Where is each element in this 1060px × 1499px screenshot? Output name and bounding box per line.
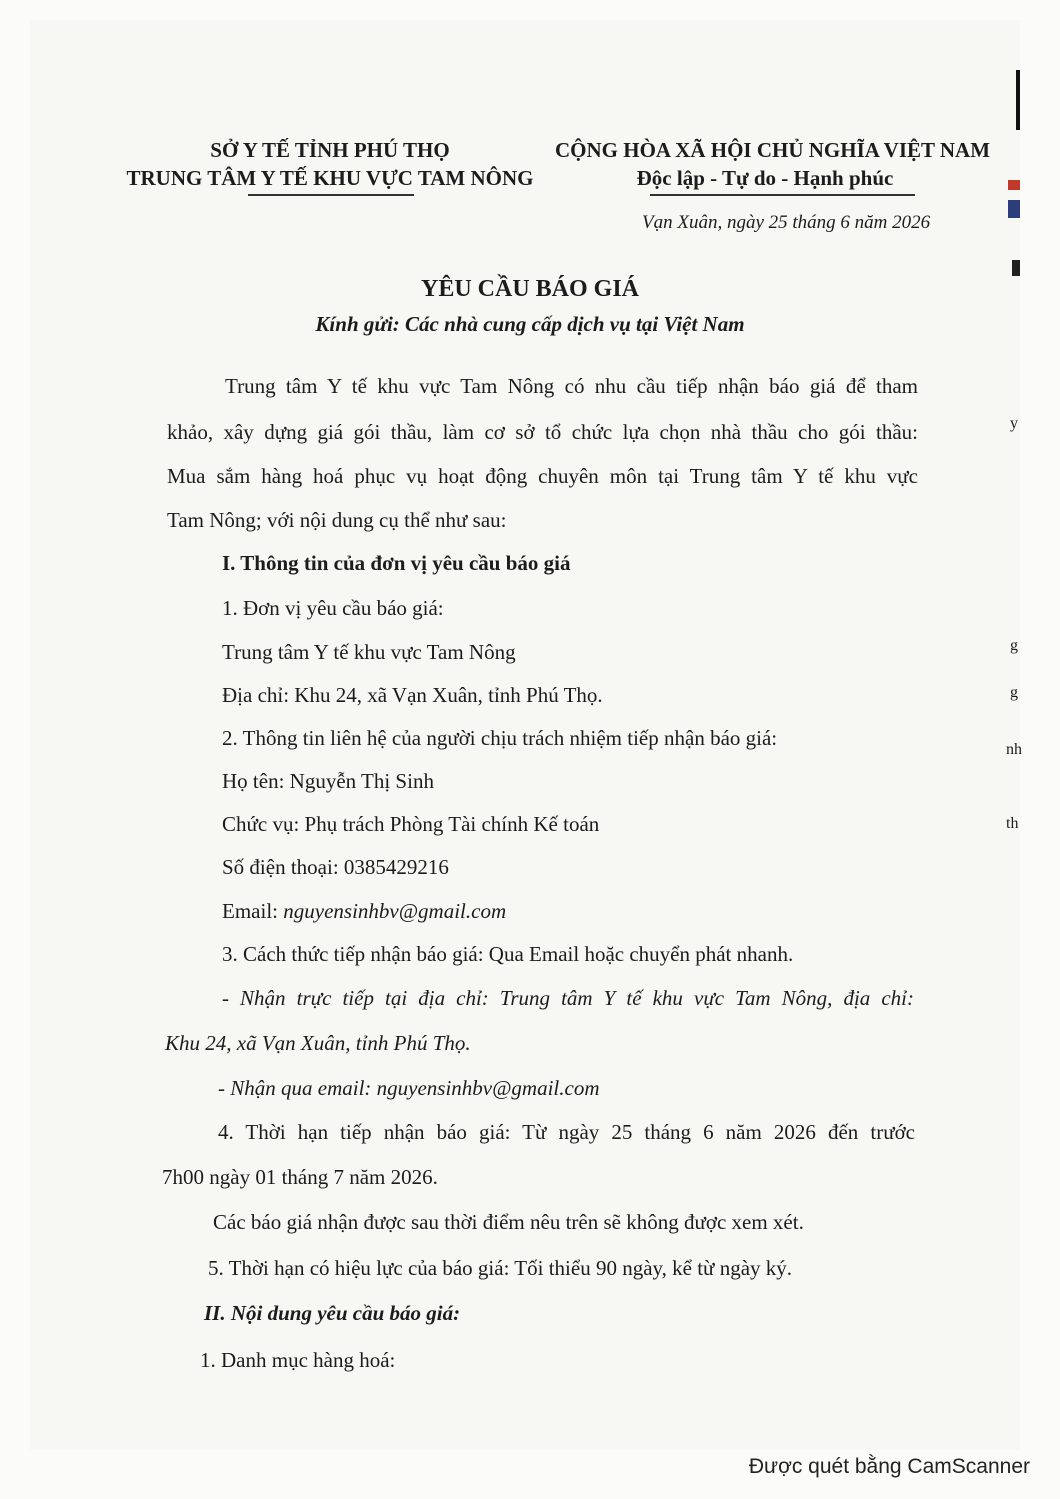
edge-mark [1012,260,1020,276]
edge-mark [1008,180,1020,190]
edge-mark [1016,70,1020,130]
camscanner-watermark: Được quét bằng CamScanner [748,1455,1030,1478]
edge-mark [1008,200,1020,218]
document-title: YÊU CẦU BÁO GIÁ [420,276,639,302]
edge-fragment: nh [1006,741,1022,758]
contact-position: Chức vụ: Phụ trách Phòng Tài chính Kế toán [222,812,600,836]
edge-fragment: g [1010,684,1018,701]
issuer-underline [248,194,414,196]
item-2-label: 2. Thông tin liên hệ của người chịu trách nhiệm tiếp nhận báo giá: [222,726,778,750]
item-3: 3. Cách thức tiếp nhận báo giá: Qua Email hoặc chuyển phát nhanh. [222,942,794,966]
unit-name: Trung tâm Y tế khu vực Tam Nông [222,640,516,664]
issuer-center: TRUNG TÂM Y TẾ KHU VỰC TAM NÔNG [126,166,534,190]
item-5: 5. Thời hạn có hiệu lực của báo giá: Tối thiểu 90 ngày, kể từ ngày ký. [208,1256,793,1280]
motto-underline [650,194,915,196]
direct-delivery-line: - Nhận trực tiếp tại địa chỉ: Trung tâm Y tế khu vực Tam Nông, địa chỉ: [222,986,914,1010]
addressee: Kính gửi: Các nhà cung cấp dịch vụ tại Việt Nam [315,312,745,336]
contact-phone: Số điện thoại: 0385429216 [222,855,449,879]
email-value: nguyensinhbv@gmail.com [283,899,507,923]
item-4-line: 4. Thời hạn tiếp nhận báo giá: Từ ngày 25 tháng 6 năm 2026 đến trước [218,1120,915,1144]
edge-fragment: th [1006,815,1019,832]
intro-line: Tam Nông; với nội dung cụ thể như sau: [167,508,507,532]
edge-fragment: g [1010,637,1018,654]
intro-line: Trung tâm Y tế khu vực Tam Nông có nhu cầu tiếp nhận báo giá để tham [225,374,918,398]
scan-edge-artifacts [1006,60,1020,860]
date-line: Vạn Xuân, ngày 25 tháng 6 năm 2026 [642,212,931,233]
section-1-heading: I. Thông tin của đơn vị yêu cầu báo giá [222,551,571,575]
email-delivery-line: - Nhận qua email: nguyensinhbv@gmail.com [218,1076,600,1100]
late-note: Các báo giá nhận được sau thời điểm nêu trên sẽ không được xem xét. [213,1210,804,1234]
contact-name: Họ tên: Nguyễn Thị Sinh [222,769,434,793]
unit-address: Địa chỉ: Khu 24, xã Vạn Xuân, tỉnh Phú Thọ. [222,683,603,707]
item-1-label: 1. Đơn vị yêu cầu báo giá: [222,596,444,620]
email-label: Email: [222,899,284,923]
direct-delivery-line: Khu 24, xã Vạn Xuân, tỉnh Phú Thọ. [165,1031,471,1055]
intro-line: Mua sắm hàng hoá phục vụ hoạt động chuyên môn tại Trung tâm Y tế khu vực [167,464,918,488]
goods-list-label: 1. Danh mục hàng hoá: [200,1348,396,1372]
national-title: CỘNG HÒA XÃ HỘI CHỦ NGHĨA VIỆT NAM [555,138,991,162]
edge-fragment: y [1010,415,1018,432]
national-motto: Độc lập - Tự do - Hạnh phúc [636,166,894,190]
section-2-heading: II. Nội dung yêu cầu báo giá: [204,1301,461,1325]
issuer-department: SỞ Y TẾ TỈNH PHÚ THỌ [210,138,450,162]
item-4-line: 7h00 ngày 01 tháng 7 năm 2026. [162,1165,438,1189]
contact-email [222,899,506,924]
intro-line: khảo, xây dựng giá gói thầu, làm cơ sở tổ chức lựa chọn nhà thầu cho gói thầu: [167,420,918,444]
